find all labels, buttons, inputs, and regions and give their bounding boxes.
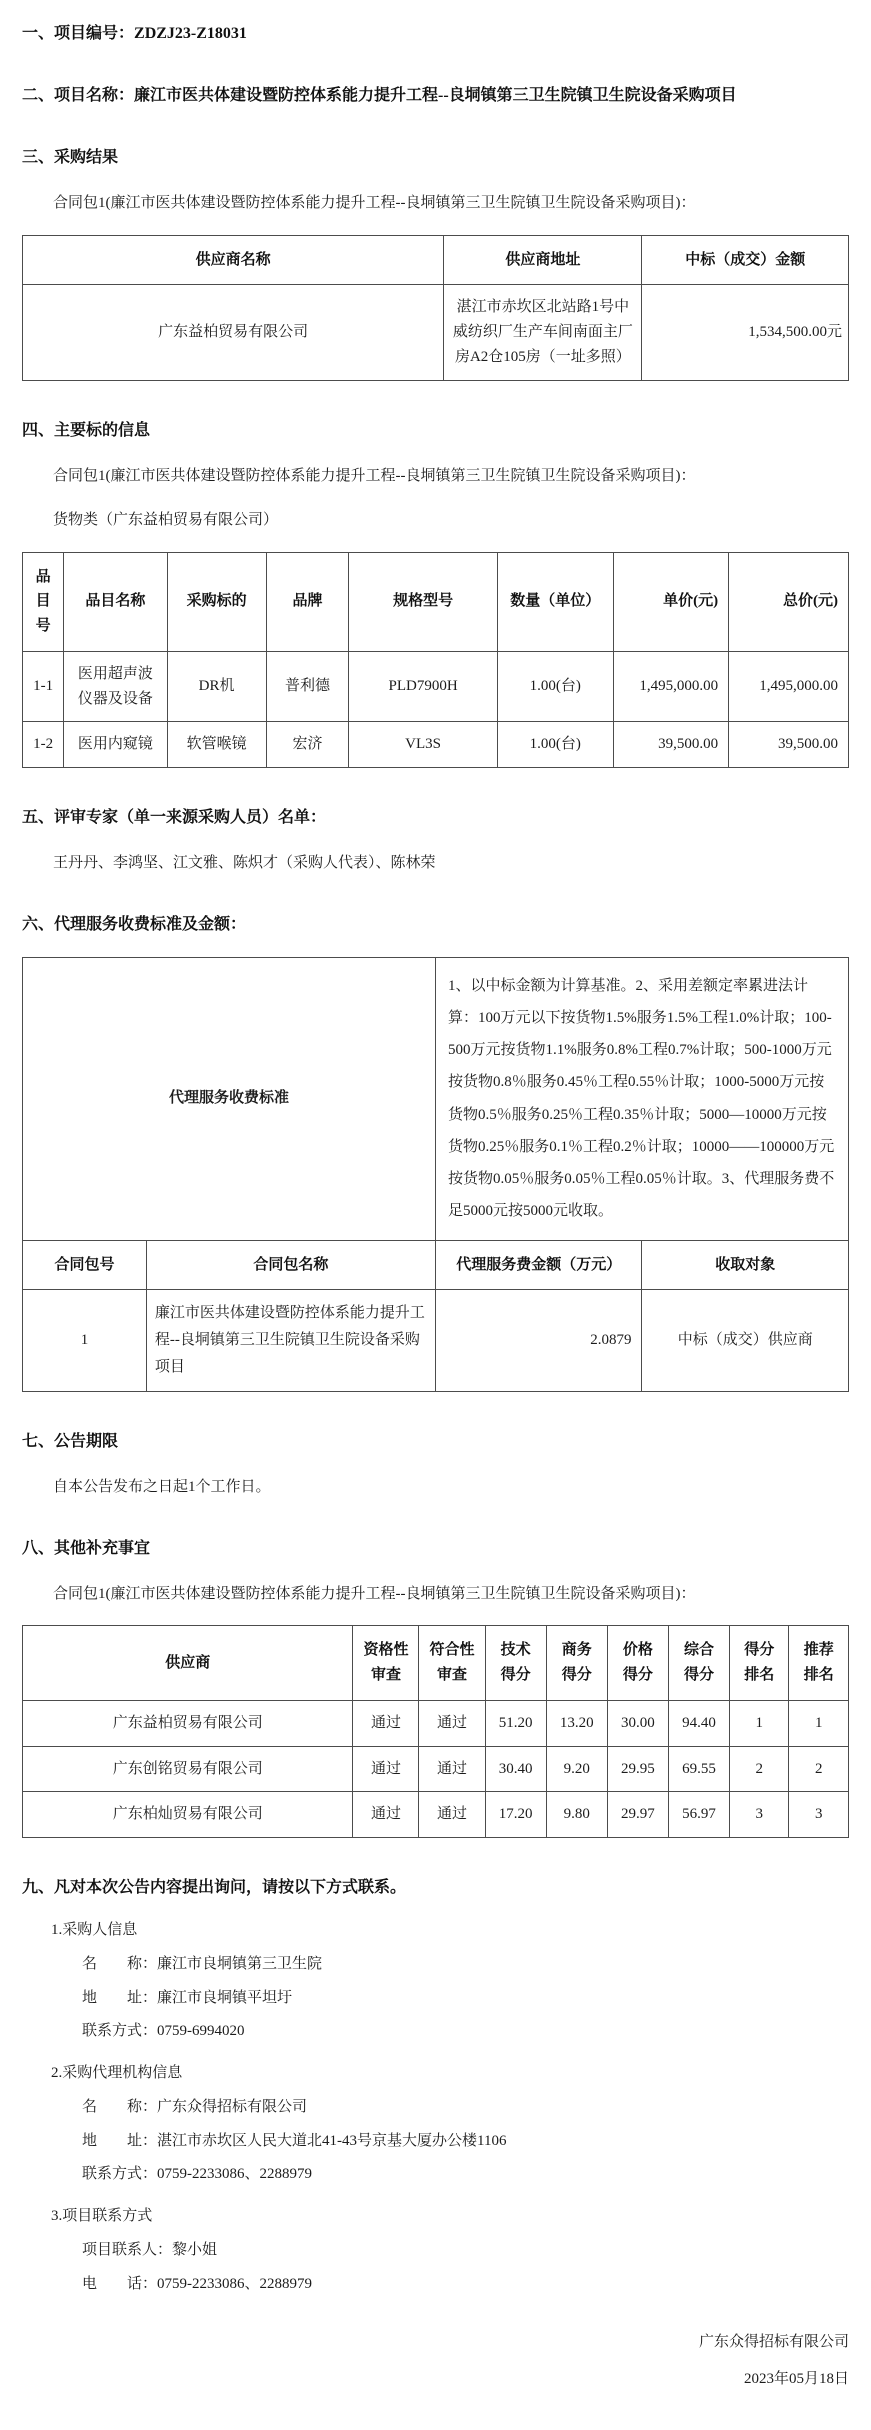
table-cell: 通过 [419, 1700, 485, 1746]
table-row [23, 285, 849, 380]
table-cell: 17.20 [485, 1792, 546, 1838]
column-header: 合同包名称 [146, 1240, 435, 1290]
table-cell: 39,500.00 [613, 722, 729, 768]
purchaser-phone-line: 联系方式：0759-6994020 [82, 2023, 245, 2040]
table-row [23, 651, 849, 722]
table-row [23, 1792, 849, 1838]
expert-names: 王丹丹、李鸿坚、江文雅、陈炽才（采购人代表）、陈林荣 [53, 855, 436, 871]
column-header: 规格型号 [349, 552, 498, 651]
section-procurement-result-title: 三、采购结果 [22, 149, 119, 166]
column-header: 推荐排名 [789, 1626, 849, 1701]
header-row [23, 552, 849, 651]
table-cell: 30.00 [607, 1700, 668, 1746]
package-line: 合同包1(廉江市医共体建设暨防控体系能力提升工程--良垌镇第三卫生院镇卫生院设备采购项目)： [53, 467, 696, 484]
package-number-cell: 1 [23, 1290, 147, 1392]
column-header: 合同包号 [23, 1240, 147, 1290]
project-contact-phone-line: 电 话：0759-2233086、2288979 [82, 2275, 312, 2292]
column-header: 商务得分 [546, 1626, 607, 1701]
table-cell: 1-2 [23, 722, 64, 768]
project-contact-heading: 3.项目联系方式 [51, 2208, 153, 2224]
column-header: 采购标的 [167, 552, 266, 651]
table-cell: 39,500.00 [729, 722, 849, 768]
table-cell: 通过 [353, 1746, 419, 1792]
table-cell: VL3S [349, 722, 498, 768]
purchaser-name-line: 名 称：廉江市良垌镇第三卫生院 [82, 1955, 323, 1972]
section-agency-fee-title: 六、代理服务收费标准及金额： [22, 915, 247, 933]
column-header: 代理服务费金额（万元） [435, 1240, 642, 1290]
column-header: 品牌 [266, 552, 349, 651]
table-row [23, 1700, 849, 1746]
agency-name-line: 名 称：广东众得招标有限公司 [82, 2098, 308, 2115]
fee-target-cell: 中标（成交）供应商 [642, 1290, 849, 1392]
table-cell: 广东益柏贸易有限公司 [23, 285, 444, 380]
column-header: 品目名称 [64, 552, 167, 651]
goods-class-line: 货物类（广东益柏贸易有限公司） [53, 512, 279, 528]
table-cell: 1.00(台) [497, 722, 613, 768]
table-cell: 通过 [419, 1792, 485, 1838]
column-header: 综合得分 [668, 1626, 729, 1701]
column-header: 单价(元) [613, 552, 729, 651]
fee-header-row [23, 1240, 849, 1290]
section-supplementary-title: 八、其他补充事宜 [22, 1539, 151, 1557]
agency-phone-line: 联系方式：0759-2233086、2288979 [82, 2166, 312, 2183]
section-experts-title: 五、评审专家（单一来源采购人员）名单： [22, 809, 327, 826]
column-header: 收取对象 [642, 1240, 849, 1290]
table-cell: 通过 [419, 1746, 485, 1792]
procurement-result-table [22, 235, 849, 381]
table-cell: 13.20 [546, 1700, 607, 1746]
package-line: 合同包1(廉江市医共体建设暨防控体系能力提升工程--良垌镇第三卫生院镇卫生院设备采购项目)： [53, 1585, 696, 1602]
signature-block [22, 2331, 849, 2390]
table-cell: 3 [730, 1792, 789, 1838]
column-header: 价格得分 [607, 1626, 668, 1701]
table-cell: 宏济 [266, 722, 349, 768]
announcement-period-body: 自本公告发布之日起1个工作日。 [53, 1479, 271, 1496]
table-cell: 3 [789, 1792, 849, 1838]
agency-fee-table [22, 957, 849, 1393]
project-contact-person-line: 项目联系人：黎小姐 [82, 2241, 218, 2258]
table-cell: 29.95 [607, 1746, 668, 1792]
issuer-name: 广东众得招标有限公司 [698, 2334, 849, 2351]
table-cell: 9.80 [546, 1792, 607, 1838]
table-cell: 1,534,500.00元 [642, 285, 849, 380]
table-cell: 51.20 [485, 1700, 546, 1746]
table-cell: 2 [730, 1746, 789, 1792]
package-line: 合同包1(廉江市医共体建设暨防控体系能力提升工程--良垌镇第三卫生院镇卫生院设备采购项目)： [53, 195, 696, 211]
purchaser-address-line: 地 址：廉江市良垌镇平坦圩 [82, 1989, 293, 2006]
table-cell: PLD7900H [349, 651, 498, 722]
table-cell: 广东柏灿贸易有限公司 [23, 1792, 353, 1838]
fee-standard-label: 代理服务收费标准 [23, 957, 436, 1240]
agency-address-line: 地 址：湛江市赤坎区人民大道北41-43号京基大厦办公楼1106 [82, 2132, 507, 2149]
header-row [23, 235, 849, 285]
header-row [23, 1626, 849, 1701]
goods-detail-table [22, 552, 849, 769]
table-row [23, 1746, 849, 1792]
column-header: 供应商地址 [444, 235, 642, 285]
column-header: 得分排名 [730, 1626, 789, 1701]
agency-info-heading: 2.采购代理机构信息 [51, 2065, 183, 2081]
table-cell: 56.97 [668, 1792, 729, 1838]
column-header: 符合性审查 [419, 1626, 485, 1701]
table-cell: 软管喉镜 [167, 722, 266, 768]
project-number-value: ZDZJ23-Z18031 [134, 25, 247, 42]
table-cell: 29.97 [607, 1792, 668, 1838]
table-cell: 69.55 [668, 1746, 729, 1792]
purchaser-info-heading: 1.采购人信息 [51, 1922, 138, 1938]
column-header: 供应商 [23, 1626, 353, 1701]
table-cell: DR机 [167, 651, 266, 722]
table-cell: 湛江市赤坎区北站路1号中威纺织厂生产车间南面主厂房A2仓105房（一址多照） [444, 285, 642, 380]
table-cell: 9.20 [546, 1746, 607, 1792]
fee-standard-text: 1、以中标金额为计算基准。2、采用差额定率累进法计算：100万元以下按货物1.5%服务1.5%工程1.0%计取；100-500万元按货物1.1%服务0.8%工程0.7%计取；500-1000万元按货物0.8％服务0.45％工程0.55％计取；1000-5000万元按货物0.5％服务0.25％工程0.35％计取；5000—10000万元按货物0.25％服务0.1％工程0.2％计取；10000——100000万元按货物0.05％服务0.05％工程0.05％计取。3、代理服务费不足5000元按5000元收取。 [435, 957, 848, 1240]
section-announcement-period-title: 七、公告期限 [22, 1433, 119, 1451]
fee-data-row [23, 1290, 849, 1392]
table-cell: 广东益柏贸易有限公司 [23, 1700, 353, 1746]
table-cell: 94.40 [668, 1700, 729, 1746]
table-cell: 1,495,000.00 [729, 651, 849, 722]
table-cell: 通过 [353, 1792, 419, 1838]
column-header: 品目号 [23, 552, 64, 651]
table-row [23, 722, 849, 768]
table-cell: 医用超声波仪器及设备 [64, 651, 167, 722]
table-cell: 1 [730, 1700, 789, 1746]
table-cell: 2 [789, 1746, 849, 1792]
issue-date: 2023年05月18日 [743, 2370, 849, 2387]
package-name-cell: 廉江市医共体建设暨防控体系能力提升工程--良垌镇第三卫生院镇卫生院设备采购项目 [146, 1290, 435, 1392]
column-header: 中标（成交）金额 [642, 235, 849, 285]
table-cell: 1.00(台) [497, 651, 613, 722]
column-header: 技术得分 [485, 1626, 546, 1701]
column-header: 资格性审查 [353, 1626, 419, 1701]
project-name-value: 廉江市医共体建设暨防控体系能力提升工程--良垌镇第三卫生院镇卫生院设备采购项目 [134, 87, 737, 104]
column-header: 总价(元) [729, 552, 849, 651]
table-cell: 1,495,000.00 [613, 651, 729, 722]
section-contact-title: 九、凡对本次公告内容提出询问，请按以下方式联系。 [22, 1879, 407, 1896]
project-name-heading [22, 84, 849, 108]
column-header: 数量（单位） [497, 552, 613, 651]
fee-amount-cell: 2.0879 [435, 1290, 642, 1392]
project-number-label: 一、项目编号： [22, 25, 135, 42]
table-cell: 1 [789, 1700, 849, 1746]
supplier-score-table [22, 1625, 849, 1838]
section-main-subject-title: 四、主要标的信息 [22, 421, 151, 439]
table-cell: 30.40 [485, 1746, 546, 1792]
table-cell: 1-1 [23, 651, 64, 722]
column-header: 供应商名称 [23, 235, 444, 285]
project-number-heading [22, 22, 849, 46]
table-cell: 普利德 [266, 651, 349, 722]
table-cell: 医用内窥镜 [64, 722, 167, 768]
table-cell: 通过 [353, 1700, 419, 1746]
fee-standard-row [23, 957, 849, 1240]
table-cell: 广东创铭贸易有限公司 [23, 1746, 353, 1792]
project-name-label: 二、项目名称： [22, 87, 135, 104]
